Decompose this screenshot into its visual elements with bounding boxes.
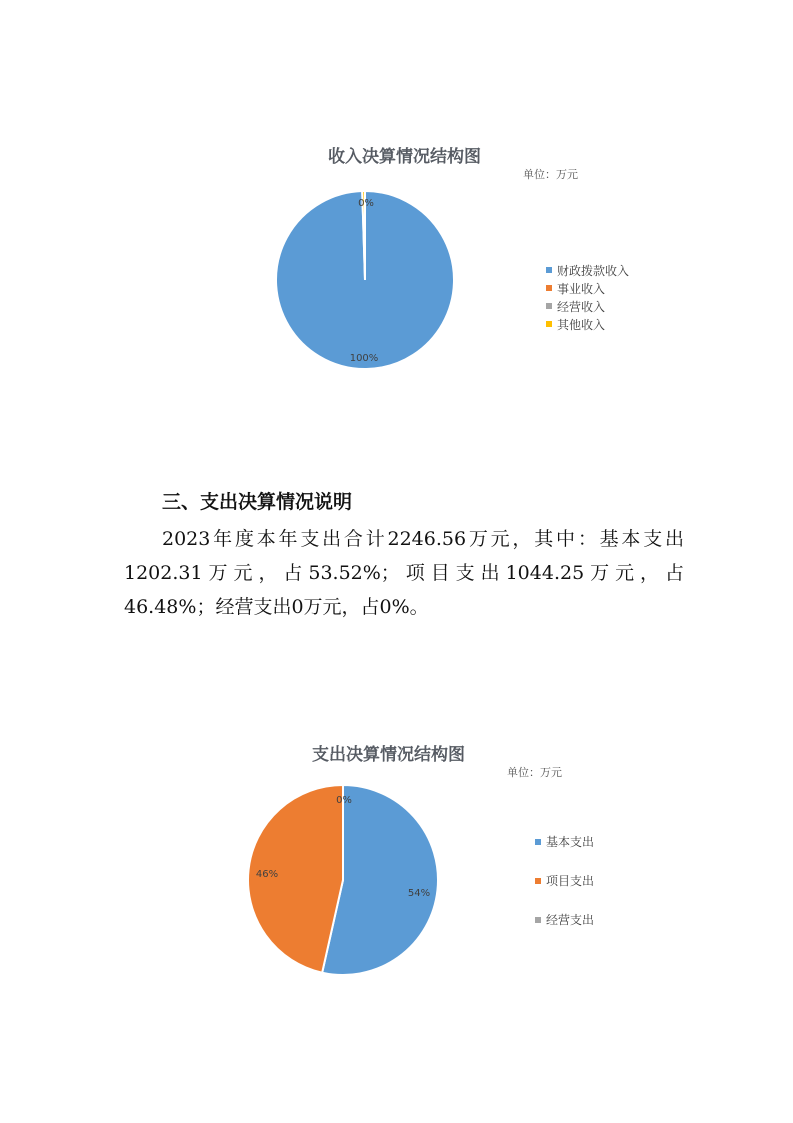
legend-item-operating-income bbox=[546, 297, 629, 315]
legend-label: 财政拨款收入 bbox=[557, 263, 630, 278]
legend-label: 事业收入 bbox=[557, 281, 606, 296]
pie-percent-label: 54% bbox=[407, 888, 431, 899]
income-chart-unit: 单位：万元 bbox=[523, 168, 578, 181]
legend-item-business-income bbox=[546, 279, 629, 297]
legend-swatch bbox=[535, 839, 541, 845]
legend-swatch bbox=[546, 285, 552, 291]
legend-swatch bbox=[546, 267, 552, 273]
expense-chart-unit: 单位：万元 bbox=[507, 766, 562, 779]
expense-pie-chart bbox=[243, 780, 443, 980]
expense-chart-title: 支出决算情况结构图 bbox=[312, 745, 465, 765]
pie-percent-label: 0% bbox=[336, 795, 352, 806]
legend-swatch bbox=[535, 878, 541, 884]
legend-label: 经营收入 bbox=[557, 299, 606, 314]
expense-legend bbox=[535, 822, 594, 939]
legend-swatch bbox=[546, 321, 552, 327]
legend-label: 经营支出 bbox=[546, 913, 595, 927]
pie-percent-label: 0% bbox=[358, 198, 374, 209]
legend-item-project-expense bbox=[535, 861, 594, 900]
legend-label: 项目支出 bbox=[546, 874, 595, 888]
legend-item-fiscal-income bbox=[546, 261, 629, 279]
income-legend bbox=[546, 261, 629, 333]
section-heading: 三、支出决算情况说明 bbox=[162, 491, 353, 513]
legend-label: 其他收入 bbox=[557, 317, 606, 332]
legend-swatch bbox=[535, 917, 541, 923]
income-pie-chart bbox=[265, 180, 465, 380]
section-paragraph: 2023年度本年支出合计2246.56万元，其中：基本支出1202.31万元，占53.52%；项目支出1044.25万元，占46.48%；经营支出0万元，占0%。 bbox=[124, 528, 684, 618]
legend-item-basic-expense bbox=[535, 822, 594, 861]
income-chart-title: 收入决算情况结构图 bbox=[328, 147, 481, 167]
legend-item-operating-expense bbox=[535, 900, 594, 939]
legend-label: 基本支出 bbox=[546, 835, 595, 849]
legend-item-other-income bbox=[546, 315, 629, 333]
pie-percent-label: 46% bbox=[255, 869, 279, 880]
pie-percent-label: 100% bbox=[349, 353, 379, 364]
legend-swatch bbox=[546, 303, 552, 309]
